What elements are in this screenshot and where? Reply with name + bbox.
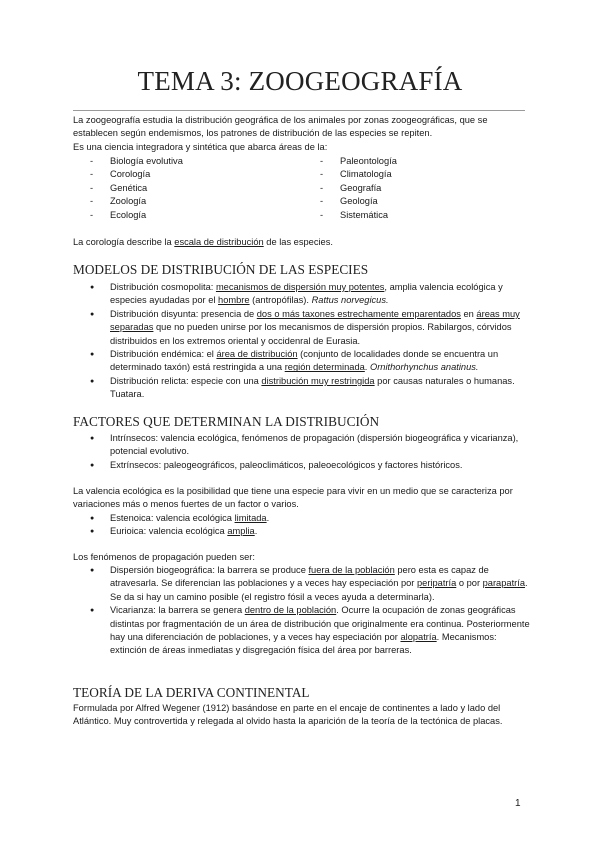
list-item: - Ecología xyxy=(90,209,147,220)
fenomenos-paragraph: Los fenómenos de propagación pueden ser: xyxy=(73,552,255,562)
intro-paragraph xyxy=(73,114,535,154)
title-rule xyxy=(73,110,525,111)
page-number: 1 xyxy=(515,798,521,809)
factores-list xyxy=(73,432,535,472)
list-item: ● Dispersión biogeográfica: la barrera se produce fuera de la población pero esta es capaz de atravesarla. Se diferencian las poblaciones y a veces hay especiación por peripatría o por parapatría. Se da si hay un camino posible (el registro fósil a veces ayuda a determinarla). xyxy=(73,564,535,604)
fenomenos-list xyxy=(73,564,535,658)
list-item: ● Eurioica: valencia ecológica amplia. xyxy=(73,525,535,538)
list-item: ● Intrínsecos: valencia ecológica, fenómenos de propagación (dispersión biogeográfica y vicarianza), potencial evolutivo. xyxy=(73,432,535,459)
list-item: ● Distribución disyunta: presencia de dos o más taxones estrechamente emparentados en áreas muy separadas que no pueden unirse por los mecanismos de dispersión propios. Rabilargos, córvidos distribuidos en los extremos oriental y occidenral de Eurasia. xyxy=(73,308,535,348)
areas-list-right xyxy=(320,155,397,222)
valencia-paragraph: La valencia ecológica es la posibilidad que tiene una especie para vivir en un medio que se caracteriza por variaciones más o menos fuertes de un factor o varios. xyxy=(73,486,513,510)
list-item: - Paleontología xyxy=(320,156,397,166)
list-item: - Biología evolutiva xyxy=(90,156,183,166)
list-item: - Zoología xyxy=(90,196,147,207)
intro-text-2: Es una ciencia integradora y sintética que abarca áreas de la: xyxy=(73,141,328,152)
section-heading-factores: FACTORES QUE DETERMINAN LA DISTRIBUCIÓN xyxy=(73,414,380,429)
areas-list-left xyxy=(90,155,183,222)
list-item: ● Distribución endémica: el área de distribución (conjunto de localidades donde se encuentra un determinado taxón) está restringida a una región determinada. Ornithorhynchus anatinus. xyxy=(73,348,535,375)
list-item: - Corología xyxy=(90,169,151,180)
list-item: ● Estenoica: valencia ecológica limitada. xyxy=(73,512,535,525)
corologia-paragraph: La corología describe la escala de distribución de las especies. xyxy=(73,237,333,247)
list-item: - Geología xyxy=(320,196,378,207)
deriva-paragraph: Formulada por Alfred Wegener (1912) basándose en parte en el encaje de continentes a lado y lado del Atlántico. Muy controvertida y relegada al olvido hasta la aparición de la teoría de la tectónica de placas. xyxy=(73,703,503,727)
list-item: ● Extrínsecos: paleogeográficos, paleoclimáticos, paleoecológicos y factores históricos. xyxy=(73,459,535,472)
valencia-list xyxy=(73,512,535,539)
section-heading-deriva: TEORÍA DE LA DERIVA CONTINENTAL xyxy=(73,685,310,700)
list-item: - Sistemática xyxy=(320,209,389,220)
modelos-list xyxy=(73,281,535,402)
list-item: ● Vicarianza: la barrera se genera dentro de la población. Ocurre la ocupación de zonas geográficas distintas por fragmentación de un área de distribución que originalmente era continua. Posteriormente hay una diferenciación de poblaciones, y a veces hay especiación por alopatría. Mecanismos: extinción de áreas inmediatas y disgregación física del área por barreras. xyxy=(73,604,535,658)
list-item: ● Distribución relicta: especie con una distribución muy restringida por causas naturales o humanas. Tuatara. xyxy=(73,375,535,402)
list-item: - Geografía xyxy=(320,182,382,193)
list-item: ● Distribución cosmopolita: mecanismos de dispersión muy potentes, amplia valencia ecológica y especies ayudadas por el hombre (antropófilas). Rattus norvegicus. xyxy=(73,281,535,308)
list-item: - Climatología xyxy=(320,169,392,180)
intro-text: La zoogeografía estudia la distribución geográfica de los animales por zonas zoogeográficas, que se establecen según endemismos, los patrones de distribución de las especies se repiten. xyxy=(73,115,488,139)
section-heading-modelos: MODELOS DE DISTRIBUCIÓN DE LAS ESPECIES xyxy=(73,262,369,277)
list-item: - Genética xyxy=(90,182,148,193)
page-title: TEMA 3: ZOOGEOGRAFÍA xyxy=(137,66,463,96)
